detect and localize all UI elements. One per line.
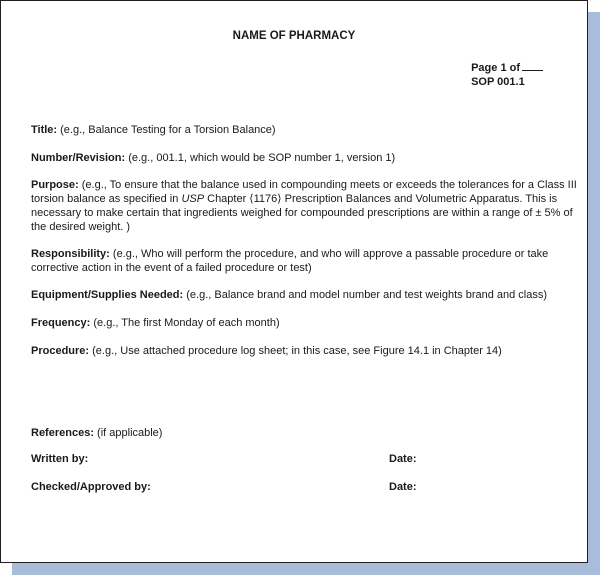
- page-reference: [471, 61, 543, 89]
- page-count-label: Page 1 of: [471, 62, 520, 74]
- number-revision-label: Number/Revision:: [31, 152, 126, 164]
- equipment-value: (e.g., Balance brand and model number and test weights brand and class): [186, 289, 548, 301]
- written-by-label: Written by:: [31, 453, 89, 465]
- procedure-value: (e.g., Use attached procedure log sheet; in this case, see Figure 14.1 in Chapter 14): [92, 345, 502, 357]
- purpose-value: [31, 179, 577, 233]
- approved-date-label: Date:: [389, 481, 417, 493]
- references-value: (if applicable): [97, 427, 163, 439]
- number-revision-field: [31, 151, 579, 165]
- purpose-field: [31, 178, 579, 234]
- purpose-label: Purpose:: [31, 179, 79, 191]
- equipment-field: [31, 288, 579, 302]
- pharmacy-name-heading: NAME OF PHARMACY: [232, 30, 356, 42]
- number-revision-value: (e.g., 001.1, which would be SOP number 1, version 1): [128, 152, 396, 164]
- equipment-label: Equipment/Supplies Needed:: [31, 289, 184, 301]
- frequency-label: Frequency:: [31, 317, 91, 329]
- frequency-value: (e.g., The first Monday of each month): [93, 317, 280, 329]
- references-field: [31, 426, 579, 440]
- title-label: Title:: [31, 124, 58, 136]
- page-count: [471, 61, 543, 76]
- procedure-field: [31, 344, 579, 358]
- procedure-label: Procedure:: [31, 345, 90, 357]
- responsibility-label: Responsibility:: [31, 248, 110, 260]
- written-date-label: Date:: [389, 453, 417, 465]
- title-value: (e.g., Balance Testing for a Torsion Balance): [60, 124, 276, 136]
- frequency-field: [31, 316, 579, 330]
- sop-number: SOP 001.1: [471, 75, 525, 88]
- title-field: [31, 123, 579, 137]
- page-count-blank: [522, 61, 543, 71]
- purpose-text-1: (e.g., To ensure that the balance used in compounding meets or exceeds the tolerances for a Class III torsion balance as specified in: [31, 179, 577, 205]
- responsibility-value: (e.g., Who will perform the procedure, and who will approve a passable procedure or take corrective action in the event of a failed procedure or test): [31, 248, 549, 274]
- responsibility-field: [31, 247, 579, 275]
- checked-approved-by-label: Checked/Approved by:: [31, 481, 151, 493]
- references-label: References:: [31, 427, 94, 439]
- purpose-usp: USP: [181, 193, 205, 205]
- purpose-text-2: Chapter ⟨1176⟩ Prescription Balances and Volumetric Apparatus. This is necessary to make certain that ingredients weighed for compounded prescriptions are within a range of ± 5% of the desired weight. ): [31, 193, 573, 233]
